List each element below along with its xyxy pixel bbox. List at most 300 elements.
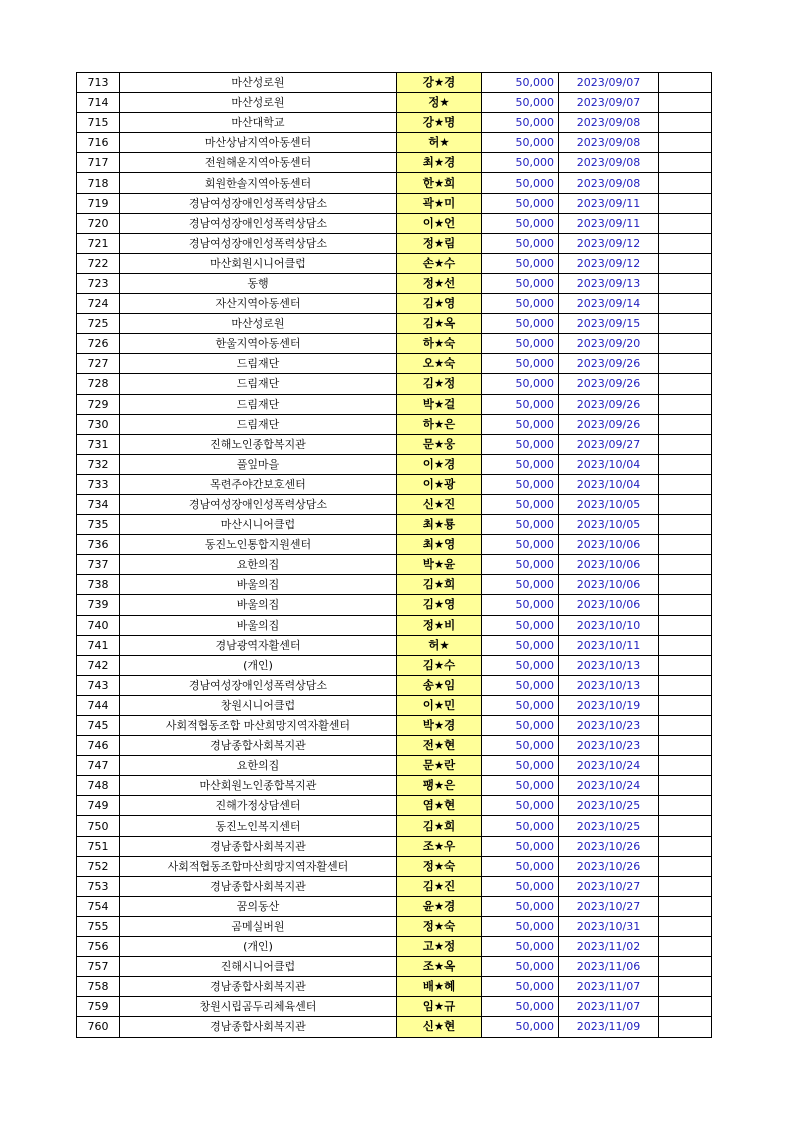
amount-cell: 50,000 <box>482 916 559 936</box>
empty-cell <box>659 977 712 997</box>
row-number-cell: 723 <box>77 273 120 293</box>
table-row <box>77 555 712 575</box>
empty-cell <box>659 876 712 896</box>
row-number-cell: 745 <box>77 716 120 736</box>
amount-cell: 50,000 <box>482 756 559 776</box>
date-cell: 2023/09/08 <box>559 153 659 173</box>
organization-cell: 진해가정상담센터 <box>120 796 397 816</box>
organization-cell: 마산성로원 <box>120 314 397 334</box>
amount-cell: 50,000 <box>482 997 559 1017</box>
amount-cell: 50,000 <box>482 836 559 856</box>
row-number-cell: 751 <box>77 836 120 856</box>
empty-cell <box>659 434 712 454</box>
row-number-cell: 731 <box>77 434 120 454</box>
row-number-cell: 714 <box>77 93 120 113</box>
donor-name-cell: 강★명 <box>397 113 482 133</box>
organization-cell: 자산지역아동센터 <box>120 294 397 314</box>
donor-name-cell: 강★경 <box>397 73 482 93</box>
donor-name-cell: 김★정 <box>397 374 482 394</box>
date-cell: 2023/10/23 <box>559 736 659 756</box>
donor-name-cell: 정★숙 <box>397 856 482 876</box>
row-number-cell: 715 <box>77 113 120 133</box>
date-cell: 2023/09/11 <box>559 213 659 233</box>
row-number-cell: 725 <box>77 314 120 334</box>
empty-cell <box>659 1017 712 1037</box>
organization-cell: 창원시니어클럽 <box>120 695 397 715</box>
organization-cell: 곰메실버원 <box>120 916 397 936</box>
donor-name-cell: 김★수 <box>397 655 482 675</box>
table-row <box>77 434 712 454</box>
date-cell: 2023/10/06 <box>559 595 659 615</box>
row-number-cell: 727 <box>77 354 120 374</box>
date-cell: 2023/10/26 <box>559 836 659 856</box>
date-cell: 2023/09/08 <box>559 173 659 193</box>
amount-cell: 50,000 <box>482 937 559 957</box>
row-number-cell: 758 <box>77 977 120 997</box>
empty-cell <box>659 595 712 615</box>
table-row <box>77 153 712 173</box>
date-cell: 2023/10/25 <box>559 816 659 836</box>
empty-cell <box>659 294 712 314</box>
donor-name-cell: 김★진 <box>397 876 482 896</box>
row-number-cell: 732 <box>77 454 120 474</box>
amount-cell: 50,000 <box>482 233 559 253</box>
empty-cell <box>659 213 712 233</box>
organization-cell: 경남종합사회복지관 <box>120 1017 397 1037</box>
empty-cell <box>659 394 712 414</box>
date-cell: 2023/10/06 <box>559 575 659 595</box>
date-cell: 2023/09/13 <box>559 273 659 293</box>
donor-name-cell: 송★임 <box>397 675 482 695</box>
amount-cell: 50,000 <box>482 816 559 836</box>
row-number-cell: 752 <box>77 856 120 876</box>
table-row <box>77 515 712 535</box>
table-row <box>77 93 712 113</box>
empty-cell <box>659 756 712 776</box>
row-number-cell: 729 <box>77 394 120 414</box>
amount-cell: 50,000 <box>482 736 559 756</box>
amount-cell: 50,000 <box>482 575 559 595</box>
empty-cell <box>659 635 712 655</box>
table-row <box>77 756 712 776</box>
date-cell: 2023/10/13 <box>559 655 659 675</box>
organization-cell: 요한의집 <box>120 756 397 776</box>
empty-cell <box>659 836 712 856</box>
row-number-cell: 743 <box>77 675 120 695</box>
amount-cell: 50,000 <box>482 796 559 816</box>
organization-cell: 바울의집 <box>120 595 397 615</box>
date-cell: 2023/11/09 <box>559 1017 659 1037</box>
empty-cell <box>659 535 712 555</box>
empty-cell <box>659 896 712 916</box>
row-number-cell: 736 <box>77 535 120 555</box>
empty-cell <box>659 515 712 535</box>
donor-name-cell: 김★희 <box>397 816 482 836</box>
row-number-cell: 735 <box>77 515 120 535</box>
table-row <box>77 374 712 394</box>
organization-cell: 경남종합사회복지관 <box>120 977 397 997</box>
donor-name-cell: 조★우 <box>397 836 482 856</box>
organization-cell: 경남광역자활센터 <box>120 635 397 655</box>
organization-cell: 경남여성장애인성폭력상담소 <box>120 233 397 253</box>
date-cell: 2023/10/05 <box>559 515 659 535</box>
amount-cell: 50,000 <box>482 394 559 414</box>
table-row <box>77 193 712 213</box>
donor-name-cell: 하★숙 <box>397 334 482 354</box>
table-row <box>77 253 712 273</box>
empty-cell <box>659 776 712 796</box>
row-number-cell: 750 <box>77 816 120 836</box>
row-number-cell: 749 <box>77 796 120 816</box>
date-cell: 2023/10/31 <box>559 916 659 936</box>
date-cell: 2023/11/07 <box>559 997 659 1017</box>
row-number-cell: 730 <box>77 414 120 434</box>
organization-cell: 마산성로원 <box>120 73 397 93</box>
table-row <box>77 856 712 876</box>
donor-name-cell: 하★은 <box>397 414 482 434</box>
empty-cell <box>659 253 712 273</box>
table-row <box>77 716 712 736</box>
amount-cell: 50,000 <box>482 414 559 434</box>
donor-name-cell: 임★규 <box>397 997 482 1017</box>
empty-cell <box>659 153 712 173</box>
empty-cell <box>659 414 712 434</box>
empty-cell <box>659 273 712 293</box>
table-row <box>77 816 712 836</box>
table-row <box>77 796 712 816</box>
date-cell: 2023/09/26 <box>559 394 659 414</box>
amount-cell: 50,000 <box>482 213 559 233</box>
date-cell: 2023/10/19 <box>559 695 659 715</box>
empty-cell <box>659 997 712 1017</box>
organization-cell: (개인) <box>120 655 397 675</box>
date-cell: 2023/09/26 <box>559 414 659 434</box>
table-row <box>77 937 712 957</box>
row-number-cell: 760 <box>77 1017 120 1037</box>
amount-cell: 50,000 <box>482 454 559 474</box>
empty-cell <box>659 334 712 354</box>
table-row <box>77 314 712 334</box>
table-row <box>77 454 712 474</box>
donor-name-cell: 배★혜 <box>397 977 482 997</box>
amount-cell: 50,000 <box>482 896 559 916</box>
organization-cell: 마산성로원 <box>120 93 397 113</box>
empty-cell <box>659 314 712 334</box>
donor-name-cell: 염★현 <box>397 796 482 816</box>
amount-cell: 50,000 <box>482 615 559 635</box>
row-number-cell: 717 <box>77 153 120 173</box>
organization-cell: 진해노인종합복지관 <box>120 434 397 454</box>
organization-cell: 경남여성장애인성폭력상담소 <box>120 494 397 514</box>
date-cell: 2023/09/27 <box>559 434 659 454</box>
table-row <box>77 997 712 1017</box>
donor-name-cell: 손★수 <box>397 253 482 273</box>
empty-cell <box>659 173 712 193</box>
organization-cell: 마산시니어클럽 <box>120 515 397 535</box>
empty-cell <box>659 937 712 957</box>
row-number-cell: 733 <box>77 474 120 494</box>
amount-cell: 50,000 <box>482 776 559 796</box>
organization-cell: 한울지역아동센터 <box>120 334 397 354</box>
empty-cell <box>659 73 712 93</box>
amount-cell: 50,000 <box>482 273 559 293</box>
row-number-cell: 754 <box>77 896 120 916</box>
donor-name-cell: 허★ <box>397 133 482 153</box>
donor-name-cell: 신★현 <box>397 1017 482 1037</box>
donor-name-cell: 정★숙 <box>397 916 482 936</box>
row-number-cell: 748 <box>77 776 120 796</box>
empty-cell <box>659 93 712 113</box>
amount-cell: 50,000 <box>482 1017 559 1037</box>
row-number-cell: 718 <box>77 173 120 193</box>
empty-cell <box>659 816 712 836</box>
amount-cell: 50,000 <box>482 595 559 615</box>
organization-cell: 동진노인통합지원센터 <box>120 535 397 555</box>
date-cell: 2023/10/13 <box>559 675 659 695</box>
date-cell: 2023/09/11 <box>559 193 659 213</box>
table-row <box>77 474 712 494</box>
organization-cell: 사회적협동조합 마산희망지역자활센터 <box>120 716 397 736</box>
amount-cell: 50,000 <box>482 354 559 374</box>
amount-cell: 50,000 <box>482 73 559 93</box>
table-row <box>77 957 712 977</box>
date-cell: 2023/10/27 <box>559 876 659 896</box>
donor-name-cell: 정★비 <box>397 615 482 635</box>
row-number-cell: 741 <box>77 635 120 655</box>
amount-cell: 50,000 <box>482 977 559 997</box>
table-row <box>77 635 712 655</box>
date-cell: 2023/10/04 <box>559 474 659 494</box>
donor-name-cell: 김★영 <box>397 294 482 314</box>
donor-name-cell: 문★란 <box>397 756 482 776</box>
organization-cell: 드림재단 <box>120 394 397 414</box>
table-row <box>77 334 712 354</box>
date-cell: 2023/10/26 <box>559 856 659 876</box>
amount-cell: 50,000 <box>482 856 559 876</box>
row-number-cell: 728 <box>77 374 120 394</box>
amount-cell: 50,000 <box>482 695 559 715</box>
empty-cell <box>659 193 712 213</box>
amount-cell: 50,000 <box>482 555 559 575</box>
amount-cell: 50,000 <box>482 314 559 334</box>
date-cell: 2023/10/24 <box>559 756 659 776</box>
donor-name-cell: 신★진 <box>397 494 482 514</box>
date-cell: 2023/09/12 <box>559 253 659 273</box>
table-row <box>77 736 712 756</box>
table-row <box>77 595 712 615</box>
date-cell: 2023/11/07 <box>559 977 659 997</box>
table-row <box>77 675 712 695</box>
organization-cell: 사회적협동조합마산희망지역자활센터 <box>120 856 397 876</box>
empty-cell <box>659 695 712 715</box>
donor-name-cell: 정★림 <box>397 233 482 253</box>
empty-cell <box>659 796 712 816</box>
table-row <box>77 655 712 675</box>
organization-cell: 창원시립곰두리체육센터 <box>120 997 397 1017</box>
date-cell: 2023/09/26 <box>559 374 659 394</box>
donor-name-cell: 정★ <box>397 93 482 113</box>
empty-cell <box>659 555 712 575</box>
amount-cell: 50,000 <box>482 957 559 977</box>
donor-name-cell: 한★희 <box>397 173 482 193</box>
row-number-cell: 747 <box>77 756 120 776</box>
date-cell: 2023/10/10 <box>559 615 659 635</box>
donor-name-cell: 최★경 <box>397 153 482 173</box>
date-cell: 2023/09/07 <box>559 73 659 93</box>
row-number-cell: 746 <box>77 736 120 756</box>
donor-name-cell: 박★걸 <box>397 394 482 414</box>
date-cell: 2023/09/15 <box>559 314 659 334</box>
empty-cell <box>659 233 712 253</box>
date-cell: 2023/09/12 <box>559 233 659 253</box>
row-number-cell: 719 <box>77 193 120 213</box>
empty-cell <box>659 454 712 474</box>
empty-cell <box>659 856 712 876</box>
donor-name-cell: 윤★경 <box>397 896 482 916</box>
table-row <box>77 1017 712 1037</box>
table-row <box>77 113 712 133</box>
table-row <box>77 73 712 93</box>
organization-cell: 경남여성장애인성폭력상담소 <box>120 213 397 233</box>
amount-cell: 50,000 <box>482 474 559 494</box>
organization-cell: 동진노인복지센터 <box>120 816 397 836</box>
table-row <box>77 977 712 997</box>
table-row <box>77 615 712 635</box>
date-cell: 2023/09/26 <box>559 354 659 374</box>
table-row <box>77 776 712 796</box>
empty-cell <box>659 736 712 756</box>
organization-cell: 경남여성장애인성폭력상담소 <box>120 193 397 213</box>
organization-cell: 마산회원시니어클럽 <box>120 253 397 273</box>
table-row <box>77 896 712 916</box>
donor-name-cell: 이★민 <box>397 695 482 715</box>
row-number-cell: 722 <box>77 253 120 273</box>
row-number-cell: 753 <box>77 876 120 896</box>
amount-cell: 50,000 <box>482 93 559 113</box>
empty-cell <box>659 354 712 374</box>
table-row <box>77 695 712 715</box>
row-number-cell: 720 <box>77 213 120 233</box>
organization-cell: 바울의집 <box>120 615 397 635</box>
row-number-cell: 737 <box>77 555 120 575</box>
organization-cell: 진해시니어클럽 <box>120 957 397 977</box>
empty-cell <box>659 494 712 514</box>
table-row <box>77 233 712 253</box>
donor-name-cell: 팽★은 <box>397 776 482 796</box>
organization-cell: 경남종합사회복지관 <box>120 836 397 856</box>
organization-cell: 마산상남지역아동센터 <box>120 133 397 153</box>
amount-cell: 50,000 <box>482 515 559 535</box>
row-number-cell: 716 <box>77 133 120 153</box>
donor-name-cell: 곽★미 <box>397 193 482 213</box>
table-row <box>77 575 712 595</box>
organization-cell: 경남종합사회복지관 <box>120 736 397 756</box>
donor-name-cell: 김★영 <box>397 595 482 615</box>
row-number-cell: 755 <box>77 916 120 936</box>
organization-cell: 경남종합사회복지관 <box>120 876 397 896</box>
donor-name-cell: 이★언 <box>397 213 482 233</box>
organization-cell: 마산대학교 <box>120 113 397 133</box>
empty-cell <box>659 133 712 153</box>
amount-cell: 50,000 <box>482 374 559 394</box>
organization-cell: 요한의집 <box>120 555 397 575</box>
row-number-cell: 726 <box>77 334 120 354</box>
table-row <box>77 876 712 896</box>
amount-cell: 50,000 <box>482 173 559 193</box>
donor-name-cell: 문★웅 <box>397 434 482 454</box>
amount-cell: 50,000 <box>482 716 559 736</box>
donation-table <box>76 72 712 1038</box>
date-cell: 2023/10/27 <box>559 896 659 916</box>
date-cell: 2023/11/06 <box>559 957 659 977</box>
empty-cell <box>659 655 712 675</box>
row-number-cell: 713 <box>77 73 120 93</box>
organization-cell: 마산회원노인종합복지관 <box>120 776 397 796</box>
date-cell: 2023/10/04 <box>559 454 659 474</box>
table-row <box>77 414 712 434</box>
empty-cell <box>659 474 712 494</box>
donor-name-cell: 김★옥 <box>397 314 482 334</box>
organization-cell: 바울의집 <box>120 575 397 595</box>
table-row <box>77 213 712 233</box>
organization-cell: 전원해운지역아동센터 <box>120 153 397 173</box>
date-cell: 2023/11/02 <box>559 937 659 957</box>
amount-cell: 50,000 <box>482 153 559 173</box>
row-number-cell: 742 <box>77 655 120 675</box>
amount-cell: 50,000 <box>482 876 559 896</box>
table-row <box>77 173 712 193</box>
organization-cell: 목련주야간보호센터 <box>120 474 397 494</box>
empty-cell <box>659 716 712 736</box>
date-cell: 2023/10/06 <box>559 535 659 555</box>
donor-name-cell: 최★영 <box>397 535 482 555</box>
organization-cell: 드림재단 <box>120 414 397 434</box>
date-cell: 2023/09/08 <box>559 113 659 133</box>
table-row <box>77 836 712 856</box>
organization-cell: 풀잎마을 <box>120 454 397 474</box>
donor-name-cell: 허★ <box>397 635 482 655</box>
amount-cell: 50,000 <box>482 635 559 655</box>
date-cell: 2023/09/20 <box>559 334 659 354</box>
donor-name-cell: 정★선 <box>397 273 482 293</box>
organization-cell: 드림재단 <box>120 374 397 394</box>
donor-name-cell: 박★윤 <box>397 555 482 575</box>
organization-cell: (개인) <box>120 937 397 957</box>
table-row <box>77 916 712 936</box>
empty-cell <box>659 675 712 695</box>
amount-cell: 50,000 <box>482 113 559 133</box>
amount-cell: 50,000 <box>482 253 559 273</box>
empty-cell <box>659 615 712 635</box>
row-number-cell: 756 <box>77 937 120 957</box>
empty-cell <box>659 916 712 936</box>
date-cell: 2023/10/24 <box>559 776 659 796</box>
amount-cell: 50,000 <box>482 294 559 314</box>
amount-cell: 50,000 <box>482 193 559 213</box>
donor-name-cell: 조★옥 <box>397 957 482 977</box>
empty-cell <box>659 957 712 977</box>
row-number-cell: 738 <box>77 575 120 595</box>
date-cell: 2023/09/07 <box>559 93 659 113</box>
row-number-cell: 739 <box>77 595 120 615</box>
date-cell: 2023/09/14 <box>559 294 659 314</box>
donor-name-cell: 고★정 <box>397 937 482 957</box>
amount-cell: 50,000 <box>482 655 559 675</box>
table-row <box>77 273 712 293</box>
row-number-cell: 759 <box>77 997 120 1017</box>
row-number-cell: 721 <box>77 233 120 253</box>
donation-table-body <box>77 73 712 1038</box>
